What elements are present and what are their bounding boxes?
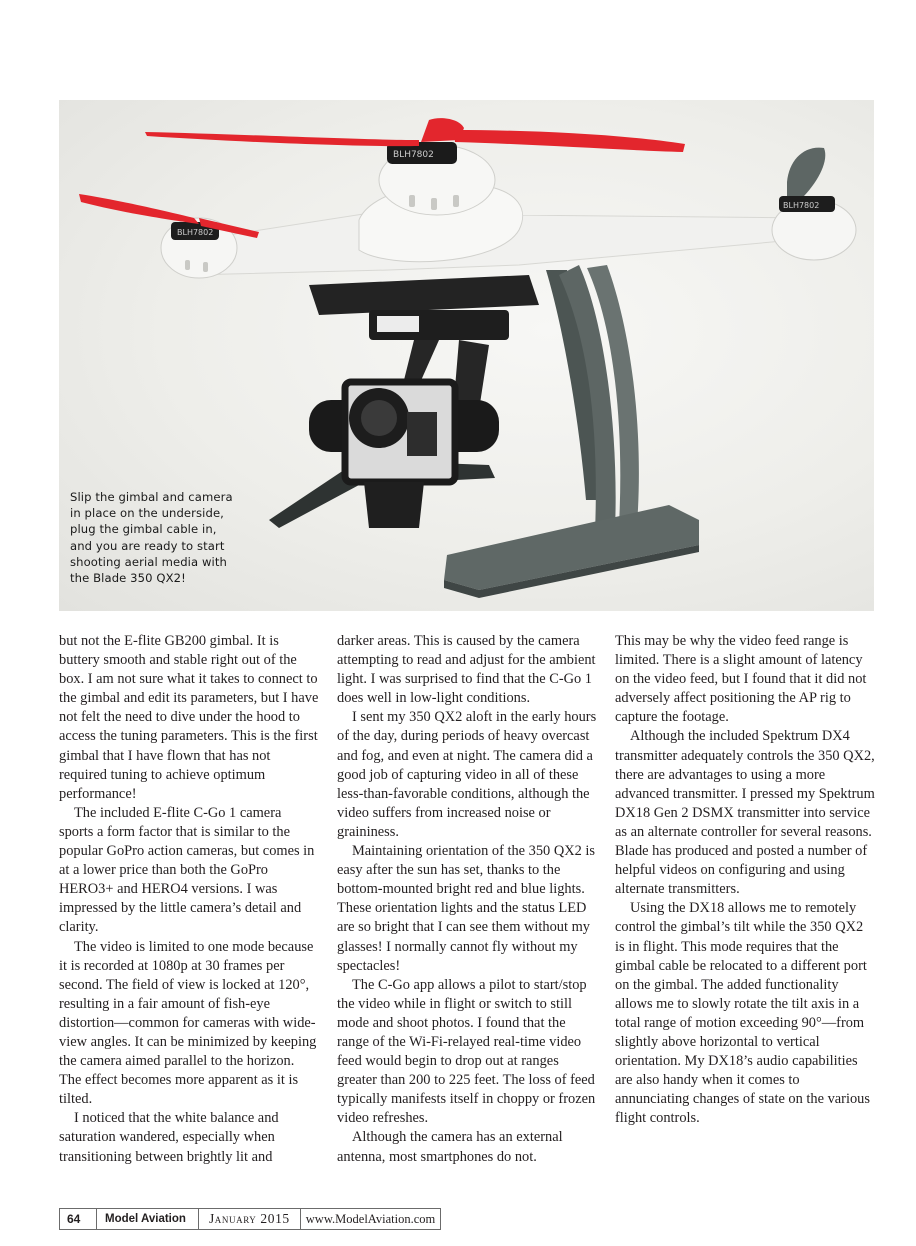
paragraph: This may be why the video feed range is limited. There is a slight amount of latency on the video feed, but I found that it did not adversely affect positioning the AP rig to capture the footage. — [615, 633, 867, 726]
propeller-left-a — [79, 194, 199, 224]
propeller-center-a — [145, 132, 419, 146]
paragraph: Maintaining orientation of the 350 QX2 is easy after the sun has set, thanks to the bottom-mounted bright red and blue lights. These orientation lights and the status LED are so bright that I can see them without my glasses! I normally cannot fly without my spectacles! — [337, 843, 596, 974]
paragraph: Although the included Spektrum DX4 transmitter adequately controls the 350 QX2, there are advantages to using a more advanced transmitter. I pressed my Spektrum DX18 Gen 2 DSMX transmitter into service as an alternate controller for several reasons. Blade has produced and posted a number of helpful videos on configuring and using alternate transmitters. — [615, 728, 875, 898]
website-link[interactable]: www.ModelAviation.com — [305, 1211, 436, 1226]
motor-right-label: BLH7802 — [783, 201, 820, 210]
quadcopter-photo — [59, 100, 874, 611]
gimbal-arm-left — [404, 340, 439, 385]
drone-underside — [309, 275, 539, 315]
paragraph: I noticed that the white balance and saturation wandered, especially when transitioning between brightly lit and — [59, 1110, 279, 1165]
magazine-name: Model Aviation — [97, 1209, 199, 1229]
article-column-3 — [615, 632, 875, 1128]
paragraph: The C-Go app allows a pilot to start/stop the video while in flight or switch to still mode and shoot photos. I found that the range of the Wi-Fi-relayed real-time video feed would begin to drop out at ranges greater than 200 to 225 feet. The loss of feed typically manifests itself in choppy or frozen video refreshes. — [337, 976, 596, 1127]
issue-date: January 2015 — [199, 1209, 301, 1229]
article-column-2 — [337, 632, 597, 1167]
paragraph: I sent my 350 QX2 aloft in the early hours of the day, during periods of heavy overcast and fog, and even at night. The camera did a good job of capturing video in all of these less-than-favorable conditions, although the video suffers from increased noise or graininess. — [337, 709, 597, 840]
gimbal-label-sticker — [377, 316, 419, 332]
paragraph: The included E-flite C-Go 1 camera sports a form factor that is similar to the popular GoPro action cameras, but comes in at a lower price than both the GoPro HERO3+ and HERO4 versions. I was impressed by the little camera’s detail and clarity. — [59, 804, 315, 936]
page-number: 64 — [60, 1209, 97, 1229]
paragraph: The video is limited to one mode because it is recorded at 1080p at 30 frames per second. The field of view is locked at 120°, resulting in a fair amount of fish-eye distortion—common for cameras with wide-view angles. It can be minimized by keeping the camera aimed parallel to the horizon. The effect becomes more apparent as it is tilted. — [59, 938, 317, 1108]
paragraph: darker areas. This is caused by the camera attempting to read and adjust for the ambient light. I was surprised to find that the C-Go 1 does well in low-light conditions. — [337, 633, 596, 707]
camera-screen — [407, 412, 437, 456]
paragraph: Using the DX18 allows me to remotely control the gimbal’s tilt while the 350 QX2 is in flight. This mode requires that the gimbal cable be relocated to a different port on the gimbal. The added functionality allows me to slowly rotate the tilt axis in a total range of motion exceeding 90°—from slightly above horizontal to vertical orientation. My DX18’s audio capabilities are also handy when it comes to annunciating changes of state on the various flight controls. — [615, 900, 870, 1127]
paragraph: but not the E-flite GB200 gimbal. It is buttery smooth and stable right out of the box. I am not sure what it takes to connect to the gimbal and edit its parameters, but I have not felt the need to dive under the hood to access the tuning parameters. This is the first gimbal that I have flown that has not required tuning to achieve optimum performance! — [59, 633, 319, 802]
page-footer — [59, 1208, 441, 1230]
antenna — [787, 148, 825, 196]
propeller-center-b — [454, 130, 685, 152]
paragraph: Although the camera has an external antenna, most smartphones do not. — [337, 1129, 563, 1165]
article-column-1 — [59, 632, 319, 1167]
motor-left-label: BLH7802 — [177, 228, 214, 237]
gimbal-motor-tilt — [364, 482, 424, 528]
photo-caption: Slip the gimbal and camera in place on the underside, plug the gimbal cable in, and you are ready to start shooting aerial media with the Blade 350 QX2! — [70, 490, 233, 586]
motor-center-label: BLH7802 — [393, 150, 434, 160]
gimbal-arm-right — [454, 340, 489, 410]
camera-lens — [361, 400, 397, 436]
